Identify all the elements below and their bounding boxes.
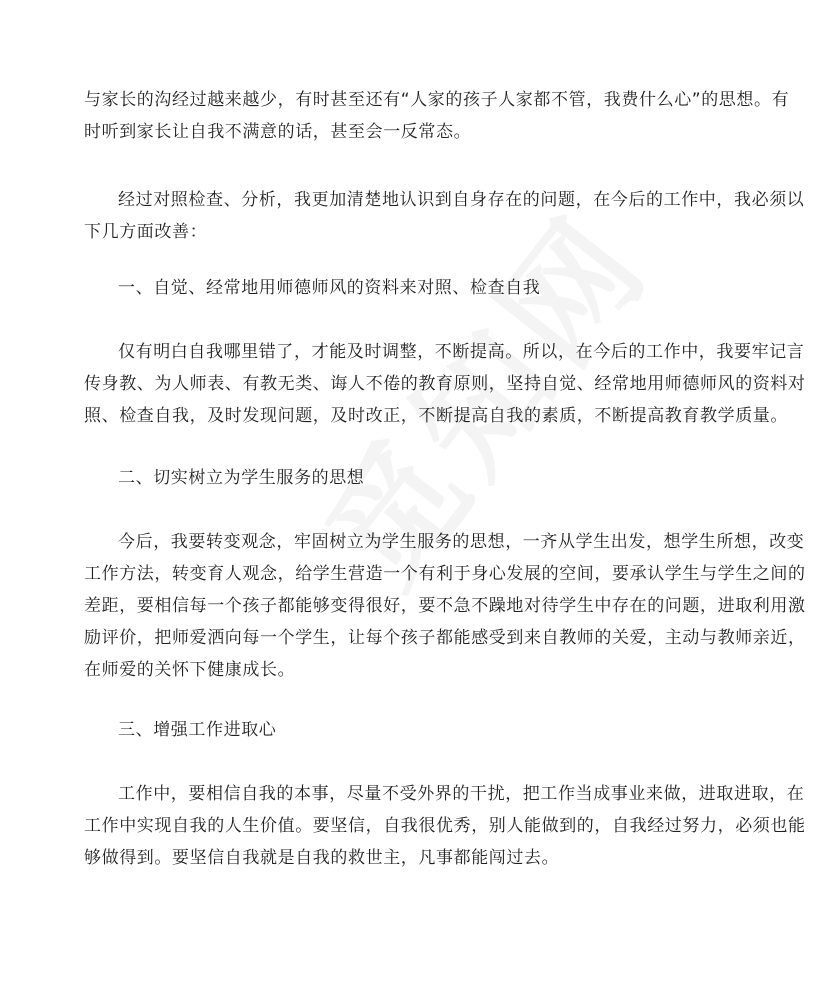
text-line: 够做得到。要坚信自我就是自我的救世主，凡事都能闯过去。 — [84, 848, 560, 868]
section-heading-1: 一、自觉、经常地用师德师风的资料来对照、检查自我 — [118, 278, 541, 298]
text-line: 与家长的沟经过越来越少，有时甚至还有“人家的孩子人家都不管，我费什么心”的思想。有 — [84, 90, 790, 110]
text-line: 传身教、为人师表、有教无类、诲人不倦的教育原则，坚持自觉、经常地用师德师风的资料对 — [84, 374, 806, 394]
text-line: 励评价，把师爱洒向每一个学生，让每个孩子都能感受到来自教师的关爱，主动与教师亲近， — [84, 628, 806, 648]
section-heading-3: 三、增强工作进取心 — [118, 720, 277, 740]
text-line: 今后，我要转变观念，牢固树立为学生服务的思想，一齐从学生出发，想学生所想，改变 — [118, 532, 805, 552]
text-line: 仅有明白自我哪里错了，才能及时调整，不断提高。所以，在今后的工作中，我要牢记言 — [118, 342, 805, 362]
text-line: 下几方面改善： — [84, 222, 208, 242]
text-line: 照、检查自我，及时发现问题，及时改正，不断提高自我的素质，不断提高教育教学质量。 — [84, 406, 788, 426]
text-line: 工作方法，转变育人观念，给学生营造一个有利于身心发展的空间，要承认学生与学生之间的 — [84, 564, 806, 584]
text-line: 工作中，要相信自我的本事，尽量不受外界的干扰，把工作当成事业来做，进取进取，在 — [118, 784, 805, 804]
text-line: 差距，要相信每一个孩子都能够变得很好，要不急不躁地对待学生中存在的问题，进取利用激 — [84, 596, 806, 616]
text-line: 经过对照检查、分析，我更加清楚地认识到自身存在的问题，在今后的工作中，我必须以 — [118, 190, 805, 210]
section-heading-2: 二、切实树立为学生服务的思想 — [118, 468, 365, 488]
text-line: 在师爱的关怀下健康成长。 — [84, 660, 296, 680]
text-line: 工作中实现自我的人生价值。要坚信，自我很优秀，别人能做到的，自我经过努力，必须也能 — [84, 816, 806, 836]
text-line: 时听到家长让自我不满意的话，甚至会一反常态。 — [84, 122, 472, 142]
